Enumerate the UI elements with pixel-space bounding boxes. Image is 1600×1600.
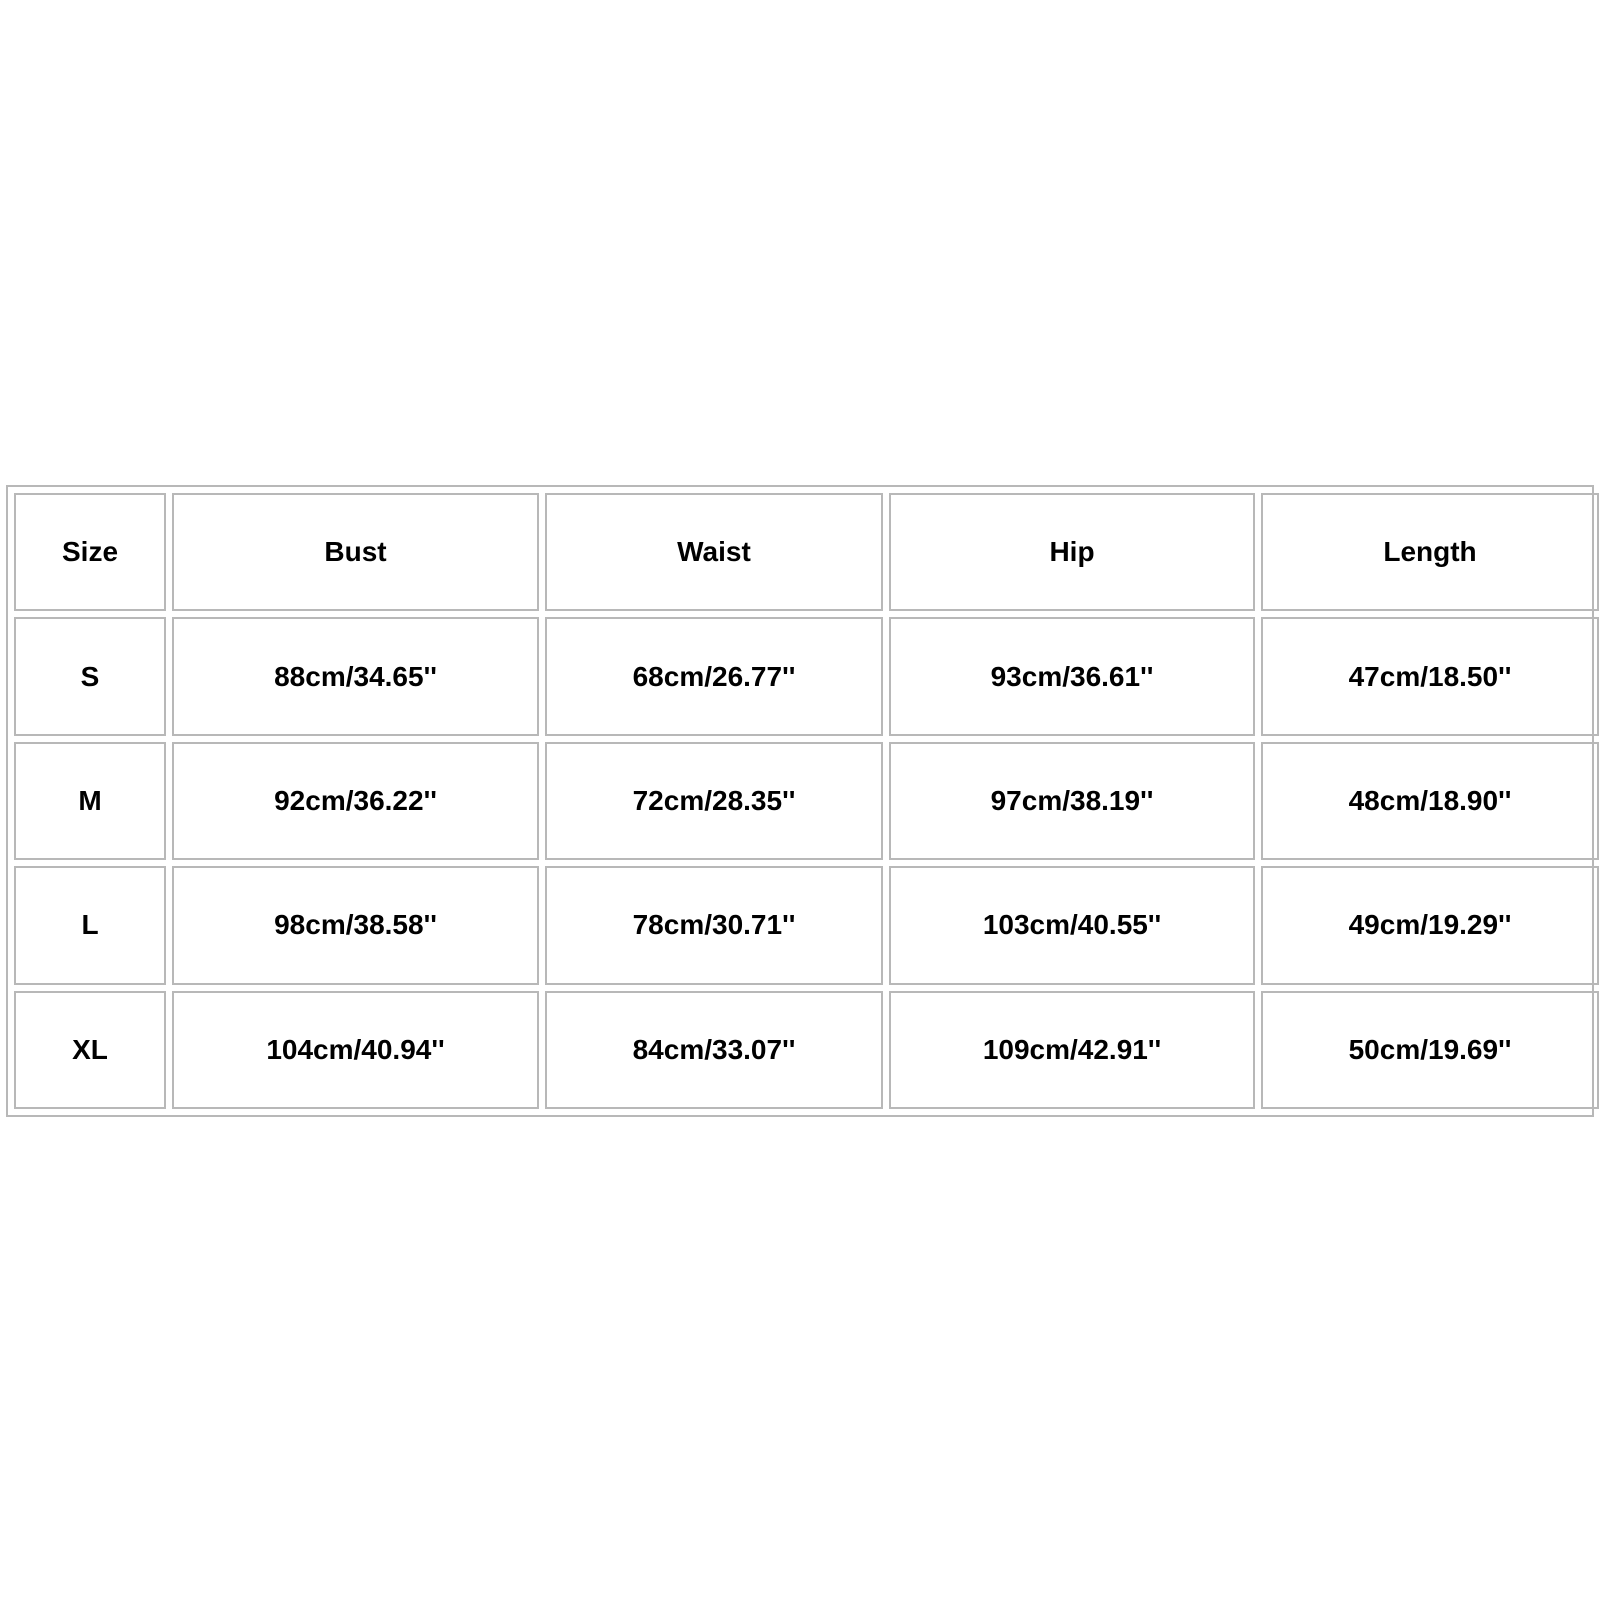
cell-hip: 103cm/40.55''	[889, 866, 1255, 984]
cell-length: 50cm/19.69''	[1261, 991, 1599, 1109]
cell-bust: 92cm/36.22''	[172, 742, 539, 860]
cell-size: S	[14, 617, 166, 735]
header-length: Length	[1261, 493, 1599, 611]
cell-bust: 88cm/34.65''	[172, 617, 539, 735]
cell-hip: 97cm/38.19''	[889, 742, 1255, 860]
cell-hip: 109cm/42.91''	[889, 991, 1255, 1109]
table-row	[14, 866, 1599, 984]
cell-waist: 72cm/28.35''	[545, 742, 883, 860]
cell-waist: 78cm/30.71''	[545, 866, 883, 984]
cell-waist: 68cm/26.77''	[545, 617, 883, 735]
cell-size: XL	[14, 991, 166, 1109]
cell-size: M	[14, 742, 166, 860]
cell-size: L	[14, 866, 166, 984]
size-chart-table	[8, 487, 1600, 1115]
table-row	[14, 991, 1599, 1109]
cell-length: 49cm/19.29''	[1261, 866, 1599, 984]
header-waist: Waist	[545, 493, 883, 611]
table-header-row	[14, 493, 1599, 611]
cell-bust: 104cm/40.94''	[172, 991, 539, 1109]
cell-bust: 98cm/38.58''	[172, 866, 539, 984]
size-chart	[6, 485, 1594, 1117]
header-hip: Hip	[889, 493, 1255, 611]
cell-waist: 84cm/33.07''	[545, 991, 883, 1109]
header-bust: Bust	[172, 493, 539, 611]
header-size: Size	[14, 493, 166, 611]
cell-hip: 93cm/36.61''	[889, 617, 1255, 735]
table-row	[14, 742, 1599, 860]
table-row	[14, 617, 1599, 735]
cell-length: 47cm/18.50''	[1261, 617, 1599, 735]
cell-length: 48cm/18.90''	[1261, 742, 1599, 860]
